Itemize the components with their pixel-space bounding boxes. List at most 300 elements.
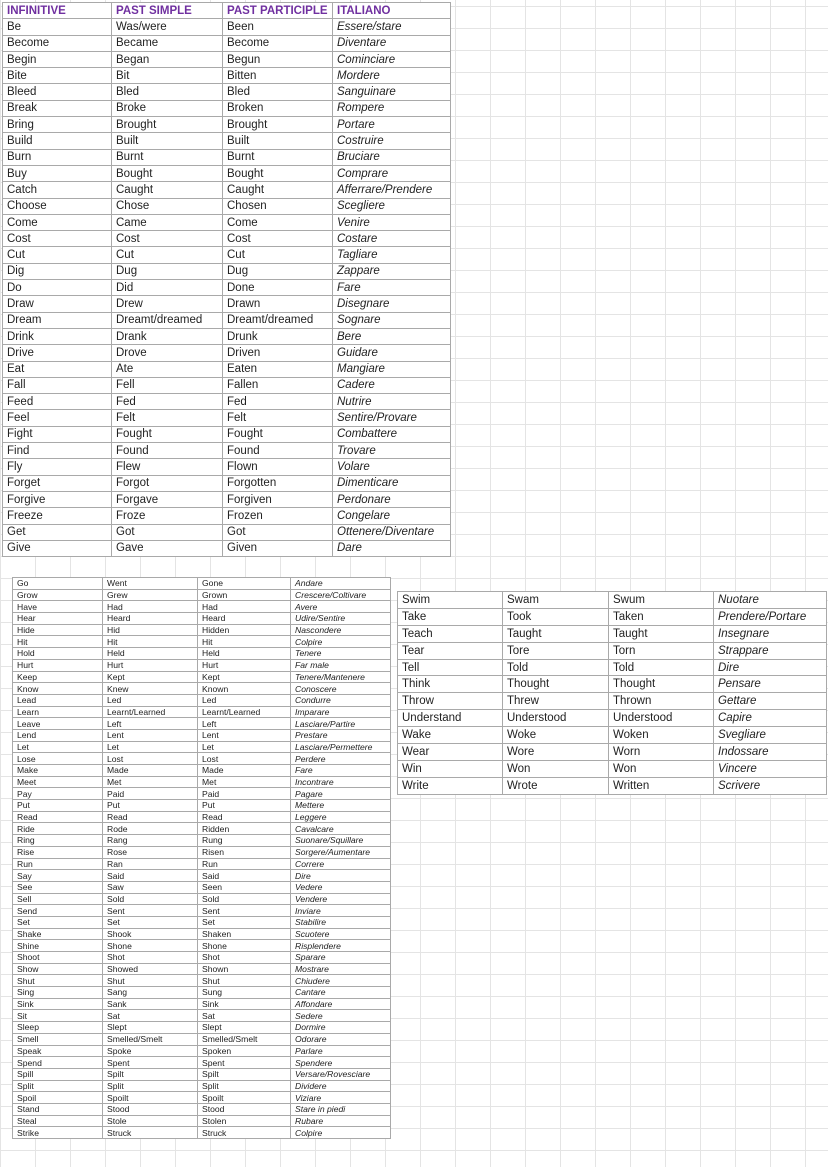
- cell-infinitive: Wear: [398, 744, 503, 761]
- table-row: [13, 952, 391, 964]
- cell-past-participle: Let: [198, 741, 291, 753]
- table-row: [13, 788, 391, 800]
- cell-past-participle: Split: [198, 1080, 291, 1092]
- table-row: [398, 625, 827, 642]
- cell-italiano: Indossare: [714, 744, 827, 761]
- cell-past-participle: Drunk: [223, 328, 333, 344]
- table-row: [13, 928, 391, 940]
- cell-past-participle: Left: [198, 718, 291, 730]
- cell-italiano: Disegnare: [333, 296, 451, 312]
- cell-past-simple: Went: [103, 578, 198, 590]
- cell-infinitive: Break: [3, 100, 112, 116]
- cell-past-simple: Cost: [112, 231, 223, 247]
- table-row: [398, 608, 827, 625]
- cell-infinitive: Hit: [13, 636, 103, 648]
- cell-italiano: Strappare: [714, 642, 827, 659]
- table-row: [398, 693, 827, 710]
- table-row: [3, 149, 451, 165]
- cell-past-participle: Become: [223, 35, 333, 51]
- cell-italiano: Sedere: [291, 1010, 391, 1022]
- cell-italiano: Nutrire: [333, 394, 451, 410]
- cell-infinitive: Teach: [398, 625, 503, 642]
- cell-italiano: Dividere: [291, 1080, 391, 1092]
- cell-past-simple: Drank: [112, 328, 223, 344]
- cell-past-simple: Burnt: [112, 149, 223, 165]
- cell-past-simple: Left: [103, 718, 198, 730]
- cell-italiano: Perdonare: [333, 491, 451, 507]
- cell-past-participle: Chosen: [223, 198, 333, 214]
- cell-past-simple: Thought: [503, 676, 609, 693]
- cell-italiano: Cominciare: [333, 51, 451, 67]
- cell-past-simple: Split: [103, 1080, 198, 1092]
- cell-past-participle: Smelled/Smelt: [198, 1033, 291, 1045]
- cell-infinitive: Bring: [3, 117, 112, 133]
- cell-past-simple: Saw: [103, 881, 198, 893]
- table-row: [3, 540, 451, 556]
- cell-past-simple: Told: [503, 659, 609, 676]
- table-row: [13, 858, 391, 870]
- cell-past-participle: Caught: [223, 182, 333, 198]
- table-row: [13, 998, 391, 1010]
- cell-past-simple: Wore: [503, 744, 609, 761]
- cell-past-participle: Grown: [198, 589, 291, 601]
- cell-infinitive: Leave: [13, 718, 103, 730]
- table-row: [3, 491, 451, 507]
- cell-past-simple: Caught: [112, 182, 223, 198]
- cell-past-participle: Lost: [198, 753, 291, 765]
- cell-past-simple: Smelled/Smelt: [103, 1033, 198, 1045]
- cell-past-participle: Broken: [223, 100, 333, 116]
- cell-past-participle: Written: [609, 777, 714, 794]
- table-row: [398, 676, 827, 693]
- cell-past-simple: Knew: [103, 683, 198, 695]
- table-row: [398, 710, 827, 727]
- cell-past-participle: Torn: [609, 642, 714, 659]
- cell-infinitive: Lend: [13, 729, 103, 741]
- cell-italiano: Leggere: [291, 811, 391, 823]
- cell-infinitive: Bleed: [3, 84, 112, 100]
- cell-past-simple: Let: [103, 741, 198, 753]
- table-row: [3, 231, 451, 247]
- cell-past-participle: Seen: [198, 881, 291, 893]
- cell-infinitive: Lead: [13, 694, 103, 706]
- cell-past-participle: Bled: [223, 84, 333, 100]
- cell-past-participle: Got: [223, 524, 333, 540]
- table-row: [3, 328, 451, 344]
- cell-italiano: Diventare: [333, 35, 451, 51]
- cell-italiano: Trovare: [333, 443, 451, 459]
- cell-italiano: Scegliere: [333, 198, 451, 214]
- table-row: [3, 263, 451, 279]
- cell-italiano: Spendere: [291, 1057, 391, 1069]
- table-row: [13, 881, 391, 893]
- cell-past-simple: Chose: [112, 198, 223, 214]
- cell-infinitive: Fly: [3, 459, 112, 475]
- cell-past-participle: Read: [198, 811, 291, 823]
- cell-infinitive: Feed: [3, 394, 112, 410]
- cell-italiano: Lasciare/Permettere: [291, 741, 391, 753]
- table-row: [13, 1010, 391, 1022]
- cell-past-participle: Spilt: [198, 1068, 291, 1080]
- cell-past-participle: Come: [223, 214, 333, 230]
- cell-infinitive: Dream: [3, 312, 112, 328]
- cell-past-simple: Felt: [112, 410, 223, 426]
- table-row: [13, 1103, 391, 1115]
- cell-infinitive: Fall: [3, 377, 112, 393]
- cell-italiano: Risplendere: [291, 940, 391, 952]
- cell-past-participle: Felt: [223, 410, 333, 426]
- table-row: [13, 823, 391, 835]
- table-row: [13, 963, 391, 975]
- cell-past-participle: Taught: [609, 625, 714, 642]
- table-row: [13, 683, 391, 695]
- cell-past-simple: Hid: [103, 624, 198, 636]
- cell-italiano: Inviare: [291, 905, 391, 917]
- table-row: [13, 624, 391, 636]
- cell-past-simple: Fought: [112, 426, 223, 442]
- cell-past-participle: Stolen: [198, 1115, 291, 1127]
- cell-past-simple: Hurt: [103, 659, 198, 671]
- cell-past-participle: Set: [198, 916, 291, 928]
- cell-past-simple: Shook: [103, 928, 198, 940]
- cell-past-participle: Sink: [198, 998, 291, 1010]
- cell-infinitive: Throw: [398, 693, 503, 710]
- cell-past-participle: Hidden: [198, 624, 291, 636]
- cell-infinitive: See: [13, 881, 103, 893]
- cell-italiano: Condurre: [291, 694, 391, 706]
- table-row: [13, 870, 391, 882]
- cell-italiano: Conoscere: [291, 683, 391, 695]
- cell-italiano: Mordere: [333, 68, 451, 84]
- cell-infinitive: Tell: [398, 659, 503, 676]
- cell-infinitive: Choose: [3, 198, 112, 214]
- table-row: [13, 706, 391, 718]
- table-row: [3, 459, 451, 475]
- cell-infinitive: Become: [3, 35, 112, 51]
- cell-past-participle: Shaken: [198, 928, 291, 940]
- cell-past-simple: Spoilt: [103, 1092, 198, 1104]
- cell-past-simple: Bled: [112, 84, 223, 100]
- cell-past-simple: Slept: [103, 1022, 198, 1034]
- cell-italiano: Sanguinare: [333, 84, 451, 100]
- cell-past-simple: Kept: [103, 671, 198, 683]
- cell-past-simple: Spoke: [103, 1045, 198, 1057]
- cell-italiano: Gettare: [714, 693, 827, 710]
- cell-past-simple: Set: [103, 916, 198, 928]
- cell-italiano: Vedere: [291, 881, 391, 893]
- cell-past-simple: Drew: [112, 296, 223, 312]
- cell-past-simple: Drove: [112, 345, 223, 361]
- cell-italiano: Incontrare: [291, 776, 391, 788]
- cell-past-simple: Became: [112, 35, 223, 51]
- table-row: [13, 1115, 391, 1127]
- cell-infinitive: Go: [13, 578, 103, 590]
- cell-past-participle: Driven: [223, 345, 333, 361]
- cell-infinitive: Sleep: [13, 1022, 103, 1034]
- table-row: [3, 312, 451, 328]
- table-row: [13, 753, 391, 765]
- cell-italiano: Tagliare: [333, 247, 451, 263]
- table-row: [13, 718, 391, 730]
- cell-infinitive: Make: [13, 765, 103, 777]
- cell-past-simple: Fell: [112, 377, 223, 393]
- cell-italiano: Essere/stare: [333, 19, 451, 35]
- verbs-table-s-w: [397, 591, 827, 795]
- cell-italiano: Correre: [291, 858, 391, 870]
- cell-infinitive: Sing: [13, 987, 103, 999]
- table-row: [398, 760, 827, 777]
- table-row: [3, 84, 451, 100]
- cell-italiano: Sparare: [291, 952, 391, 964]
- cell-infinitive: Meet: [13, 776, 103, 788]
- cell-italiano: Nuotare: [714, 592, 827, 609]
- cell-past-participle: Thrown: [609, 693, 714, 710]
- cell-past-simple: Broke: [112, 100, 223, 116]
- table-row: [13, 811, 391, 823]
- cell-italiano: Sorgere/Aumentare: [291, 846, 391, 858]
- table-row: [3, 214, 451, 230]
- cell-past-participle: Fallen: [223, 377, 333, 393]
- cell-italiano: Tenere: [291, 648, 391, 660]
- cell-past-simple: Began: [112, 51, 223, 67]
- cell-past-simple: Led: [103, 694, 198, 706]
- cell-infinitive: Send: [13, 905, 103, 917]
- table-row: [3, 68, 451, 84]
- cell-past-participle: Flown: [223, 459, 333, 475]
- cell-italiano: Versare/Rovesciare: [291, 1068, 391, 1080]
- cell-infinitive: Buy: [3, 165, 112, 181]
- table-row: [3, 280, 451, 296]
- cell-past-participle: Rung: [198, 835, 291, 847]
- cell-past-simple: Taught: [503, 625, 609, 642]
- cell-infinitive: Build: [3, 133, 112, 149]
- cell-infinitive: Sink: [13, 998, 103, 1010]
- cell-past-simple: Got: [112, 524, 223, 540]
- cell-past-participle: Understood: [609, 710, 714, 727]
- cell-infinitive: Say: [13, 870, 103, 882]
- cell-past-participle: Given: [223, 540, 333, 556]
- cell-italiano: Costruire: [333, 133, 451, 149]
- cell-infinitive: Sit: [13, 1010, 103, 1022]
- cell-infinitive: Understand: [398, 710, 503, 727]
- cell-past-participle: Led: [198, 694, 291, 706]
- cell-infinitive: Know: [13, 683, 103, 695]
- cell-infinitive: Freeze: [3, 508, 112, 524]
- cell-past-participle: Told: [609, 659, 714, 676]
- cell-italiano: Colpire: [291, 636, 391, 648]
- cell-infinitive: Spoil: [13, 1092, 103, 1104]
- table-row: [13, 601, 391, 613]
- cell-italiano: Mettere: [291, 800, 391, 812]
- cell-past-simple: Had: [103, 601, 198, 613]
- table-row: [13, 765, 391, 777]
- cell-past-participle: Swum: [609, 592, 714, 609]
- cell-infinitive: Win: [398, 760, 503, 777]
- cell-past-simple: Sent: [103, 905, 198, 917]
- cell-past-participle: Said: [198, 870, 291, 882]
- cell-past-simple: Hit: [103, 636, 198, 648]
- cell-infinitive: Give: [3, 540, 112, 556]
- cell-past-simple: Sank: [103, 998, 198, 1010]
- cell-past-participle: Won: [609, 760, 714, 777]
- cell-italiano: Prendere/Portare: [714, 608, 827, 625]
- table-row: [13, 694, 391, 706]
- cell-infinitive: Drink: [3, 328, 112, 344]
- table-row: [13, 776, 391, 788]
- cell-past-participle: Spoilt: [198, 1092, 291, 1104]
- table-row: [13, 659, 391, 671]
- cell-infinitive: Show: [13, 963, 103, 975]
- cell-infinitive: Shine: [13, 940, 103, 952]
- cell-infinitive: Dig: [3, 263, 112, 279]
- cell-past-participle: Built: [223, 133, 333, 149]
- cell-past-participle: Bitten: [223, 68, 333, 84]
- cell-past-participle: Fought: [223, 426, 333, 442]
- cell-italiano: Vendere: [291, 893, 391, 905]
- table-row: [13, 671, 391, 683]
- cell-infinitive: Draw: [3, 296, 112, 312]
- cell-infinitive: Write: [398, 777, 503, 794]
- cell-infinitive: Shut: [13, 975, 103, 987]
- cell-past-participle: Fed: [223, 394, 333, 410]
- cell-past-participle: Worn: [609, 744, 714, 761]
- cell-past-participle: Made: [198, 765, 291, 777]
- table-row: [13, 987, 391, 999]
- cell-past-simple: Spent: [103, 1057, 198, 1069]
- cell-past-simple: Paid: [103, 788, 198, 800]
- table-row: [3, 198, 451, 214]
- cell-past-simple: Sold: [103, 893, 198, 905]
- cell-past-participle: Shown: [198, 963, 291, 975]
- cell-italiano: Colpire: [291, 1127, 391, 1139]
- cell-past-participle: Paid: [198, 788, 291, 800]
- table-row: [13, 741, 391, 753]
- cell-past-participle: Burnt: [223, 149, 333, 165]
- cell-italiano: Odorare: [291, 1033, 391, 1045]
- table-row: [3, 443, 451, 459]
- cell-past-simple: Threw: [503, 693, 609, 710]
- cell-italiano: Rompere: [333, 100, 451, 116]
- table-row: [398, 659, 827, 676]
- table-row: [3, 165, 451, 181]
- header-infinitive: INFINITIVE: [3, 3, 112, 19]
- cell-past-participle: Thought: [609, 676, 714, 693]
- cell-italiano: Congelare: [333, 508, 451, 524]
- cell-italiano: Insegnare: [714, 625, 827, 642]
- table-row: [3, 475, 451, 491]
- cell-infinitive: Burn: [3, 149, 112, 165]
- table-row: [13, 1068, 391, 1080]
- table-row: [3, 345, 451, 361]
- cell-italiano: Sognare: [333, 312, 451, 328]
- cell-past-participle: Sung: [198, 987, 291, 999]
- cell-past-participle: Held: [198, 648, 291, 660]
- cell-infinitive: Eat: [3, 361, 112, 377]
- cell-past-simple: Bought: [112, 165, 223, 181]
- cell-infinitive: Strike: [13, 1127, 103, 1139]
- cell-past-participle: Hurt: [198, 659, 291, 671]
- cell-italiano: Cavalcare: [291, 823, 391, 835]
- cell-italiano: Svegliare: [714, 727, 827, 744]
- table-row: [3, 100, 451, 116]
- cell-past-simple: Came: [112, 214, 223, 230]
- table-row: [13, 1022, 391, 1034]
- cell-past-simple: Bit: [112, 68, 223, 84]
- cell-past-participle: Shone: [198, 940, 291, 952]
- cell-italiano: Cantare: [291, 987, 391, 999]
- cell-infinitive: Set: [13, 916, 103, 928]
- cell-infinitive: Drive: [3, 345, 112, 361]
- cell-infinitive: Pay: [13, 788, 103, 800]
- cell-infinitive: Bite: [3, 68, 112, 84]
- cell-past-simple: Froze: [112, 508, 223, 524]
- table-row: [3, 394, 451, 410]
- cell-italiano: Volare: [333, 459, 451, 475]
- cell-past-simple: Tore: [503, 642, 609, 659]
- cell-past-simple: Flew: [112, 459, 223, 475]
- table-row: [13, 893, 391, 905]
- cell-italiano: Dare: [333, 540, 451, 556]
- cell-past-simple: Brought: [112, 117, 223, 133]
- cell-infinitive: Put: [13, 800, 103, 812]
- cell-past-simple: Shut: [103, 975, 198, 987]
- header-past-participle: PAST PARTICIPLE: [223, 3, 333, 19]
- cell-infinitive: Tear: [398, 642, 503, 659]
- cell-past-simple: Was/were: [112, 19, 223, 35]
- header-italiano: ITALIANO: [333, 3, 451, 19]
- cell-infinitive: Speak: [13, 1045, 103, 1057]
- cell-infinitive: Lose: [13, 753, 103, 765]
- cell-past-participle: Lent: [198, 729, 291, 741]
- cell-past-participle: Brought: [223, 117, 333, 133]
- cell-infinitive: Hold: [13, 648, 103, 660]
- cell-italiano: Bere: [333, 328, 451, 344]
- table-row: [13, 613, 391, 625]
- table-row: [13, 578, 391, 590]
- cell-italiano: Stare in piedi: [291, 1103, 391, 1115]
- cell-infinitive: Hide: [13, 624, 103, 636]
- header-row: [3, 3, 451, 19]
- table-row: [3, 426, 451, 442]
- cell-past-simple: Said: [103, 870, 198, 882]
- table-row: [13, 636, 391, 648]
- cell-past-participle: Slept: [198, 1022, 291, 1034]
- cell-italiano: Mangiare: [333, 361, 451, 377]
- table-row: [13, 1092, 391, 1104]
- cell-past-participle: Found: [223, 443, 333, 459]
- cell-infinitive: Ride: [13, 823, 103, 835]
- cell-infinitive: Learn: [13, 706, 103, 718]
- table-row: [13, 905, 391, 917]
- cell-past-simple: Dug: [112, 263, 223, 279]
- cell-italiano: Vincere: [714, 760, 827, 777]
- cell-infinitive: Split: [13, 1080, 103, 1092]
- table-row: [13, 800, 391, 812]
- cell-past-participle: Dreamt/dreamed: [223, 312, 333, 328]
- cell-past-participle: Woken: [609, 727, 714, 744]
- cell-infinitive: Let: [13, 741, 103, 753]
- header-past-simple: PAST SIMPLE: [112, 3, 223, 19]
- cell-past-simple: Ran: [103, 858, 198, 870]
- cell-italiano: Mostrare: [291, 963, 391, 975]
- cell-italiano: Bruciare: [333, 149, 451, 165]
- cell-past-participle: Gone: [198, 578, 291, 590]
- cell-past-simple: Held: [103, 648, 198, 660]
- cell-italiano: Scrivere: [714, 777, 827, 794]
- cell-italiano: Affondare: [291, 998, 391, 1010]
- cell-italiano: Udire/Sentire: [291, 613, 391, 625]
- table-row: [13, 1127, 391, 1139]
